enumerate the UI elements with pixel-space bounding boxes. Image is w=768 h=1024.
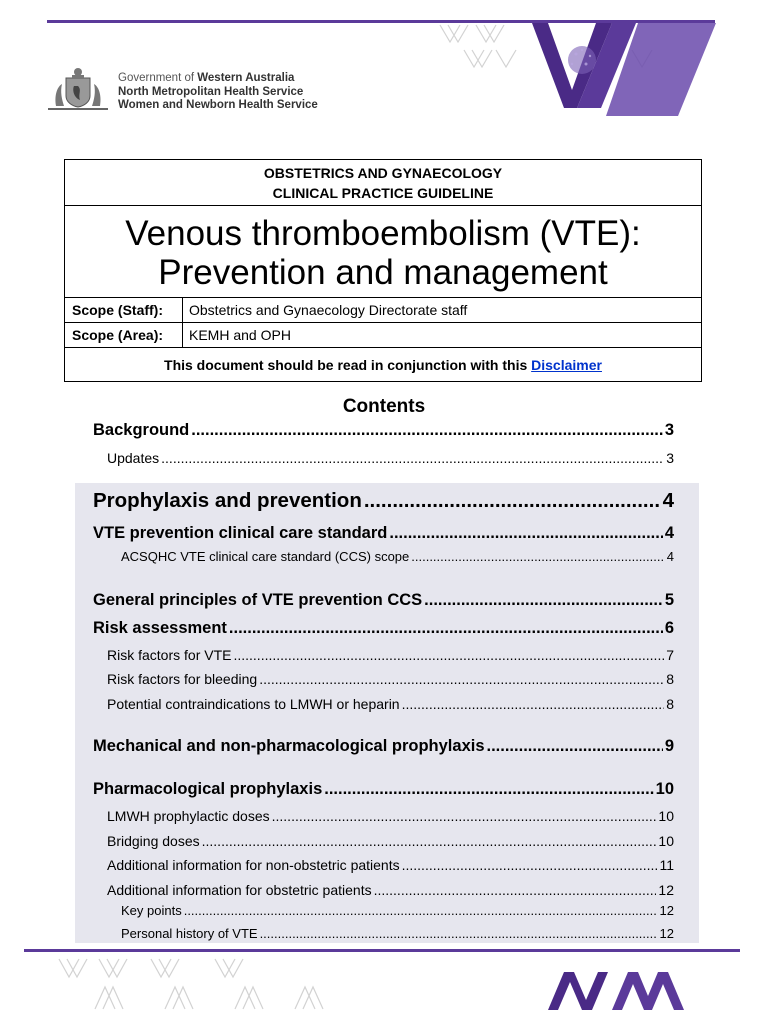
document-title (65, 206, 701, 298)
toc-entry-key-points[interactable] (121, 903, 674, 918)
toc-entry-title: Personal history of VTE (121, 926, 258, 941)
toc-entry-lmwh-doses[interactable] (107, 808, 674, 824)
scope-area-value: KEMH and OPH (189, 327, 291, 343)
toc-entry-title: Additional information for obstetric patients (107, 882, 372, 898)
wa-crest-icon (48, 64, 108, 112)
toc-entry-general-principles[interactable] (93, 591, 674, 610)
footer-artwork (55, 955, 355, 1013)
toc-entry-title: Additional information for non-obstetric patients (107, 857, 400, 873)
disclaimer-text: This document should be read in conjunction with this (164, 357, 532, 373)
newborn-service-line: Women and Newborn Health Service (118, 99, 318, 111)
scope-staff-row (65, 298, 701, 323)
toc-entry-contraindications[interactable] (107, 696, 674, 712)
toc-entry-page: 10 (658, 833, 674, 849)
toc-entry-title: Prophylaxis and prevention (93, 489, 362, 512)
toc-entry-title: Mechanical and non-pharmacological prophylaxis (93, 737, 485, 755)
toc-entry-risk-factors-bleeding[interactable] (107, 671, 674, 687)
toc-entry-title: Key points (121, 903, 182, 918)
toc-entry-page: 4 (664, 524, 674, 542)
toc-entry-mechanical-prophylaxis[interactable] (93, 737, 674, 756)
toc-entry-page: 6 (664, 619, 674, 637)
toc-entry-page: 11 (659, 857, 674, 873)
toc-entry-title: General principles of VTE prevention CCS (93, 591, 423, 609)
toc-entry-page: 4 (662, 489, 674, 512)
toc-entry-vte-ccs[interactable] (93, 524, 674, 543)
contents-heading: Contents (342, 396, 426, 417)
title-line-2: Prevention and management (158, 253, 608, 292)
scope-area-label: Scope (Area): (65, 323, 183, 347)
toc-entry-title: Updates (107, 450, 160, 466)
toc-entry-title: Potential contraindications to LMWH or heparin (107, 696, 400, 712)
toc-entry-page: 12 (658, 882, 674, 898)
nm-logo-icon (546, 970, 686, 1012)
toc-entry-page: 10 (658, 808, 674, 824)
toc-entry-page: 4 (666, 549, 674, 564)
toc-entry-updates[interactable] (107, 450, 674, 466)
toc-entry-title: Risk assessment (93, 619, 227, 637)
toc-entry-title: LMWH prophylactic doses (107, 808, 270, 824)
toc-entry-title: ACSQHC VTE clinical care standard (CCS) scope (121, 549, 410, 564)
toc-entry-personal-history[interactable] (121, 926, 674, 941)
header-artwork (436, 20, 716, 125)
toc-entry-title: VTE prevention clinical care standard (93, 524, 388, 542)
government-line (118, 72, 318, 86)
toc-entry-risk-factors-vte[interactable] (107, 647, 674, 663)
scope-staff-value: Obstetrics and Gynaecology Directorate staff (189, 302, 468, 318)
toc-entry-page: 7 (666, 647, 674, 663)
title-line-1: Venous thromboembolism (VTE): (125, 214, 641, 253)
toc-entry-title: Bridging doses (107, 833, 200, 849)
guideline-category (65, 160, 701, 206)
toc-entry-page: 12 (659, 926, 674, 941)
organisation-block (118, 72, 318, 113)
toc-entry-page: 8 (666, 671, 674, 687)
toc-entry-bridging-doses[interactable] (107, 833, 674, 849)
disclaimer-link[interactable]: Disclaimer (531, 357, 602, 373)
category-line-1: OBSTETRICS AND GYNAECOLOGY (263, 165, 503, 181)
toc-entry-page: 12 (659, 903, 674, 918)
toc-entry-page: 5 (664, 591, 674, 609)
toc-entry-title: Risk factors for bleeding (107, 671, 258, 687)
document-title-table (64, 159, 702, 382)
toc-entry-title: Background (93, 421, 190, 439)
toc-entry-page: 10 (655, 780, 674, 798)
toc-entry-background[interactable] (93, 421, 674, 440)
category-line-2: CLINICAL PRACTICE GUIDELINE (272, 185, 494, 201)
toc-entry-risk-assessment[interactable] (93, 619, 674, 638)
toc-entry-prophylaxis-prevention[interactable] (93, 489, 674, 513)
toc-entry-obstetric[interactable] (107, 882, 674, 898)
scope-area-row (65, 323, 701, 348)
disclaimer-row (65, 348, 701, 382)
footer-rule (24, 949, 740, 952)
toc-entry-title: Pharmacological prophylaxis (93, 780, 323, 798)
toc-entry-acsqhc-scope[interactable] (121, 549, 674, 564)
scope-staff-label: Scope (Staff): (65, 298, 183, 322)
toc-entry-pharmacological-prophylaxis[interactable] (93, 780, 674, 799)
gov-prefix: Government of (118, 72, 198, 84)
toc-entry-title: Risk factors for VTE (107, 647, 232, 663)
toc-entry-page: 8 (666, 696, 674, 712)
health-service-line: North Metropolitan Health Service (118, 85, 304, 98)
toc-entry-non-obstetric[interactable] (107, 857, 674, 873)
gov-state: Western Australia (197, 72, 295, 84)
toc-entry-page: 9 (664, 737, 674, 755)
toc-entry-page: 3 (666, 450, 674, 466)
toc-entry-page: 3 (664, 421, 674, 439)
